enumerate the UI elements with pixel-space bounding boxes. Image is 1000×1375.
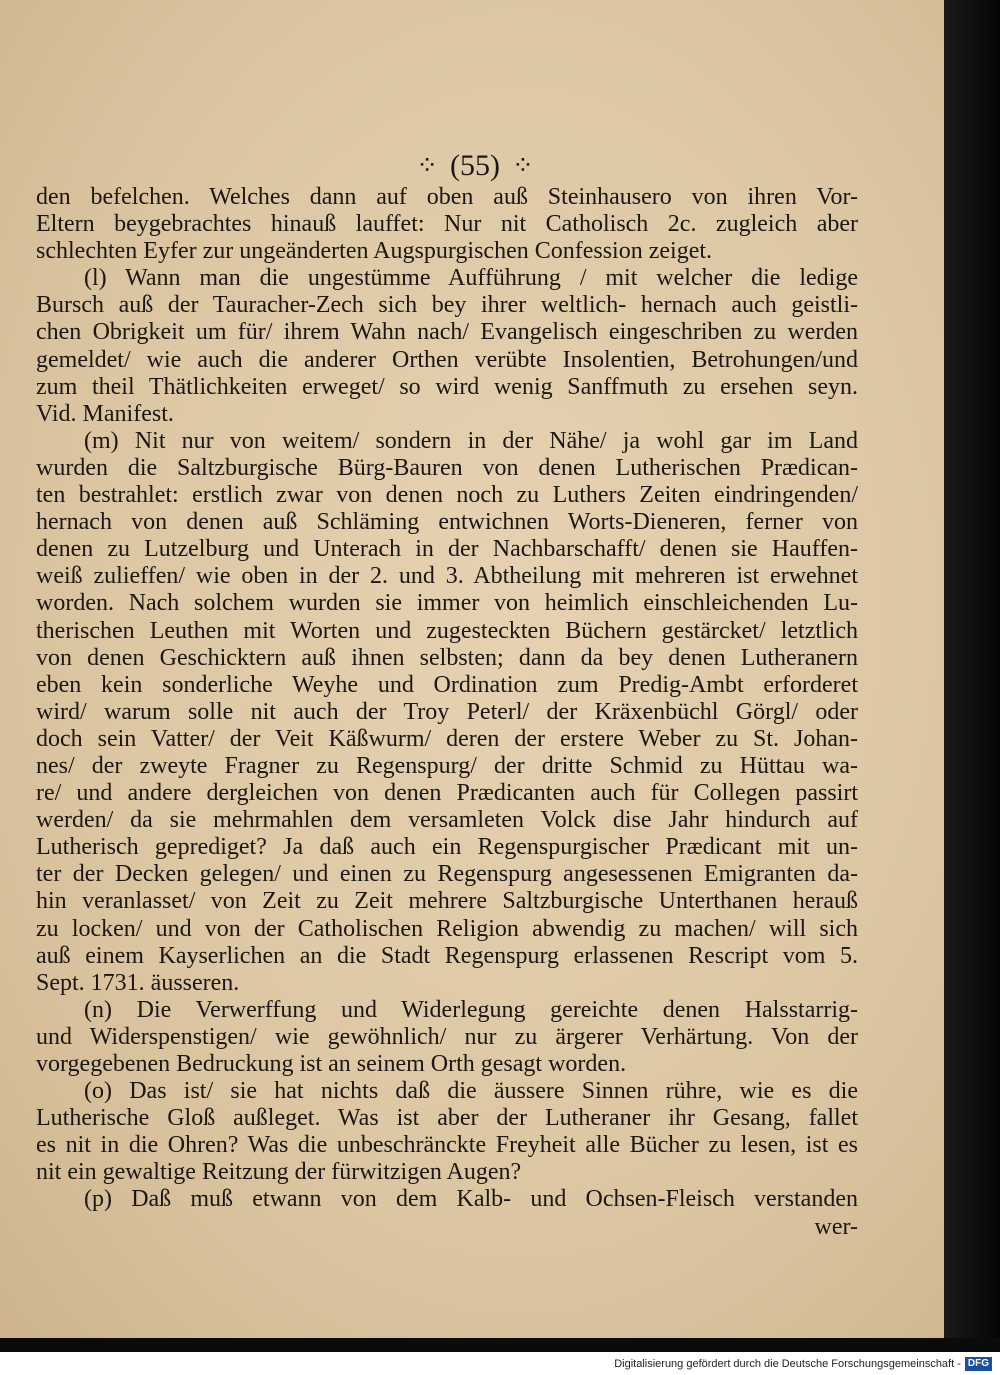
- text-line: den befelchen. Welches dann auf oben auß Steinhausero von ihren Vor-: [36, 184, 858, 210]
- left-ornament-icon: ⁘: [416, 151, 438, 181]
- text-line: chen Obrigkeit um für/ ihrem Wahn nach/ Evangelisch eingeschriben zu werden: [36, 319, 858, 346]
- text-line: schlechten Eyfer zur ungeänderten Augspurgischen Confession zeiget.: [36, 238, 713, 265]
- text-line: Lutherische Gloß außleget. Was ist aber der Lutheraner ihr Gesang, fallet: [36, 1105, 858, 1132]
- text-line: gemeldet/ wie auch die anderer Orthen verübte Insolentien, Betrohungen/und: [36, 346, 858, 373]
- footnote-o-start: (o) Das ist/ sie hat nichts daß die äussere Sinnen rühre, wie es die: [84, 1078, 858, 1105]
- page-body-text: [36, 184, 858, 1241]
- scan-edge-shadow: [944, 0, 1000, 1338]
- catchword: wer-: [814, 1213, 858, 1240]
- text-line: eben kein sonderliche Weyhe und Ordination zum Predig-Ambt erforderet: [36, 671, 858, 698]
- right-ornament-icon: ⁘: [511, 151, 534, 181]
- text-line: weiß zulieffen/ wie oben in der 2. und 3. Abtheilung mit mehreren ist erwehnet: [36, 563, 858, 590]
- text-line: wurden die Saltzburgische Bürg-Bauren von denen Lutherischen Prædican-: [36, 454, 858, 481]
- text-line: Lutherisch geprediget? Ja daß auch ein Regenspurgischer Prædicant mit un-: [36, 834, 858, 861]
- text-line: Sept. 1731. äusseren.: [36, 969, 240, 996]
- text-line: hin veranlasset/ von Zeit zu Zeit mehrere Saltzburgische Unterthanen herauß: [36, 888, 858, 915]
- page-number: (55): [450, 149, 500, 182]
- text-line: vorgegebenen Bedruckung ist an seinem Orth gesagt worden.: [36, 1051, 627, 1077]
- digitization-footer: [0, 1352, 1000, 1375]
- text-line: doch sein Vatter/ der Veit Käßwurm/ deren der erstere Weber zu St. Johan-: [36, 725, 858, 752]
- text-line: Bursch auß der Tauracher-Zech sich bey ihrer weltlich- hernach auch geistli-: [36, 292, 858, 319]
- text-line: hernach von denen auß Schläming entwichnen Worts-Dieneren, ferner von: [36, 509, 858, 536]
- text-line: re/ und andere dergleichen von denen Prædicanten auch für Collegen passirt: [36, 780, 858, 807]
- footnote-n-start: (n) Die Verwerffung und Widerlegung gereichte denen Halsstarrig-: [84, 996, 858, 1023]
- footnote-p-start: (p) Daß muß etwann von dem Kalb- und Ochsen-Fleisch verstanden: [84, 1186, 858, 1213]
- dfg-logo-icon: DFG: [965, 1357, 992, 1371]
- text-line: worden. Nach solchem wurden sie immer von heimlich einschleichenden Lu-: [36, 590, 858, 617]
- text-line: denen zu Lutzelburg und Unterach in der Nachbarschafft/ denen sie Hauffen-: [36, 536, 858, 563]
- text-line: wird/ warum solle nit auch der Troy Peterl/ der Kräxenbüchl Görgl/ oder: [36, 698, 858, 725]
- text-line: auß einem Kayserlichen an die Stadt Regenspurg erlassenen Rescript vom 5.: [36, 942, 858, 969]
- text-line: und Widerspenstigen/ wie gewöhnlich/ nur zu ärgerer Verhärtung. Von der: [36, 1023, 858, 1050]
- footnote-m-start: (m) Nit nur von weitem/ sondern in der Nähe/ ja wohl gar im Land: [84, 427, 858, 454]
- text-line: zu locken/ und von der Catholischen Religion abwendig zu machen/ will sich: [36, 915, 858, 942]
- page-header: [390, 146, 560, 186]
- footer-credit-text: Digitalisierung gefördert durch die Deutsche Forschungsgemeinschaft -: [614, 1357, 961, 1370]
- text-line: nit ein gewaltige Reitzung der fürwitzigen Augen?: [36, 1159, 522, 1186]
- text-line: Vid. Manifest.: [36, 400, 174, 427]
- text-line: von denen Geschicktern auß ihnen selbsten; dann da bey denen Lutheranern: [36, 644, 858, 671]
- text-line: ten bestrahlet: erstlich zwar von denen noch zu Luthers Zeiten eindringenden/: [36, 482, 858, 509]
- text-line: therischen Leuthen mit Worten und zugesteckten Büchern gestärcket/ letztlich: [36, 617, 858, 644]
- text-line: es nit in die Ohren? Was die unbeschränckte Freyheit alle Bücher zu lesen, ist es: [36, 1132, 858, 1159]
- text-line: Eltern beygebrachtes hinauß lauffet: Nur nit Catholisch 2c. zugleich aber: [36, 211, 858, 238]
- text-line: zum theil Thätlichkeiten erweget/ so wird wenig Sanffmuth zu ersehen seyn.: [36, 373, 858, 400]
- text-line: ter der Decken gelegen/ und einen zu Regenspurg angesessenen Emigranten da-: [36, 861, 858, 888]
- footnote-l-start: (l) Wann man die ungestümme Aufführung / mit welcher die ledige: [84, 265, 858, 292]
- text-line: werden/ da sie mehrmahlen dem versamleten Volck dise Jahr hindurch auf: [36, 807, 858, 834]
- text-line: nes/ der zweyte Fragner zu Regenspurg/ der dritte Schmid zu Hüttau wa-: [36, 752, 858, 779]
